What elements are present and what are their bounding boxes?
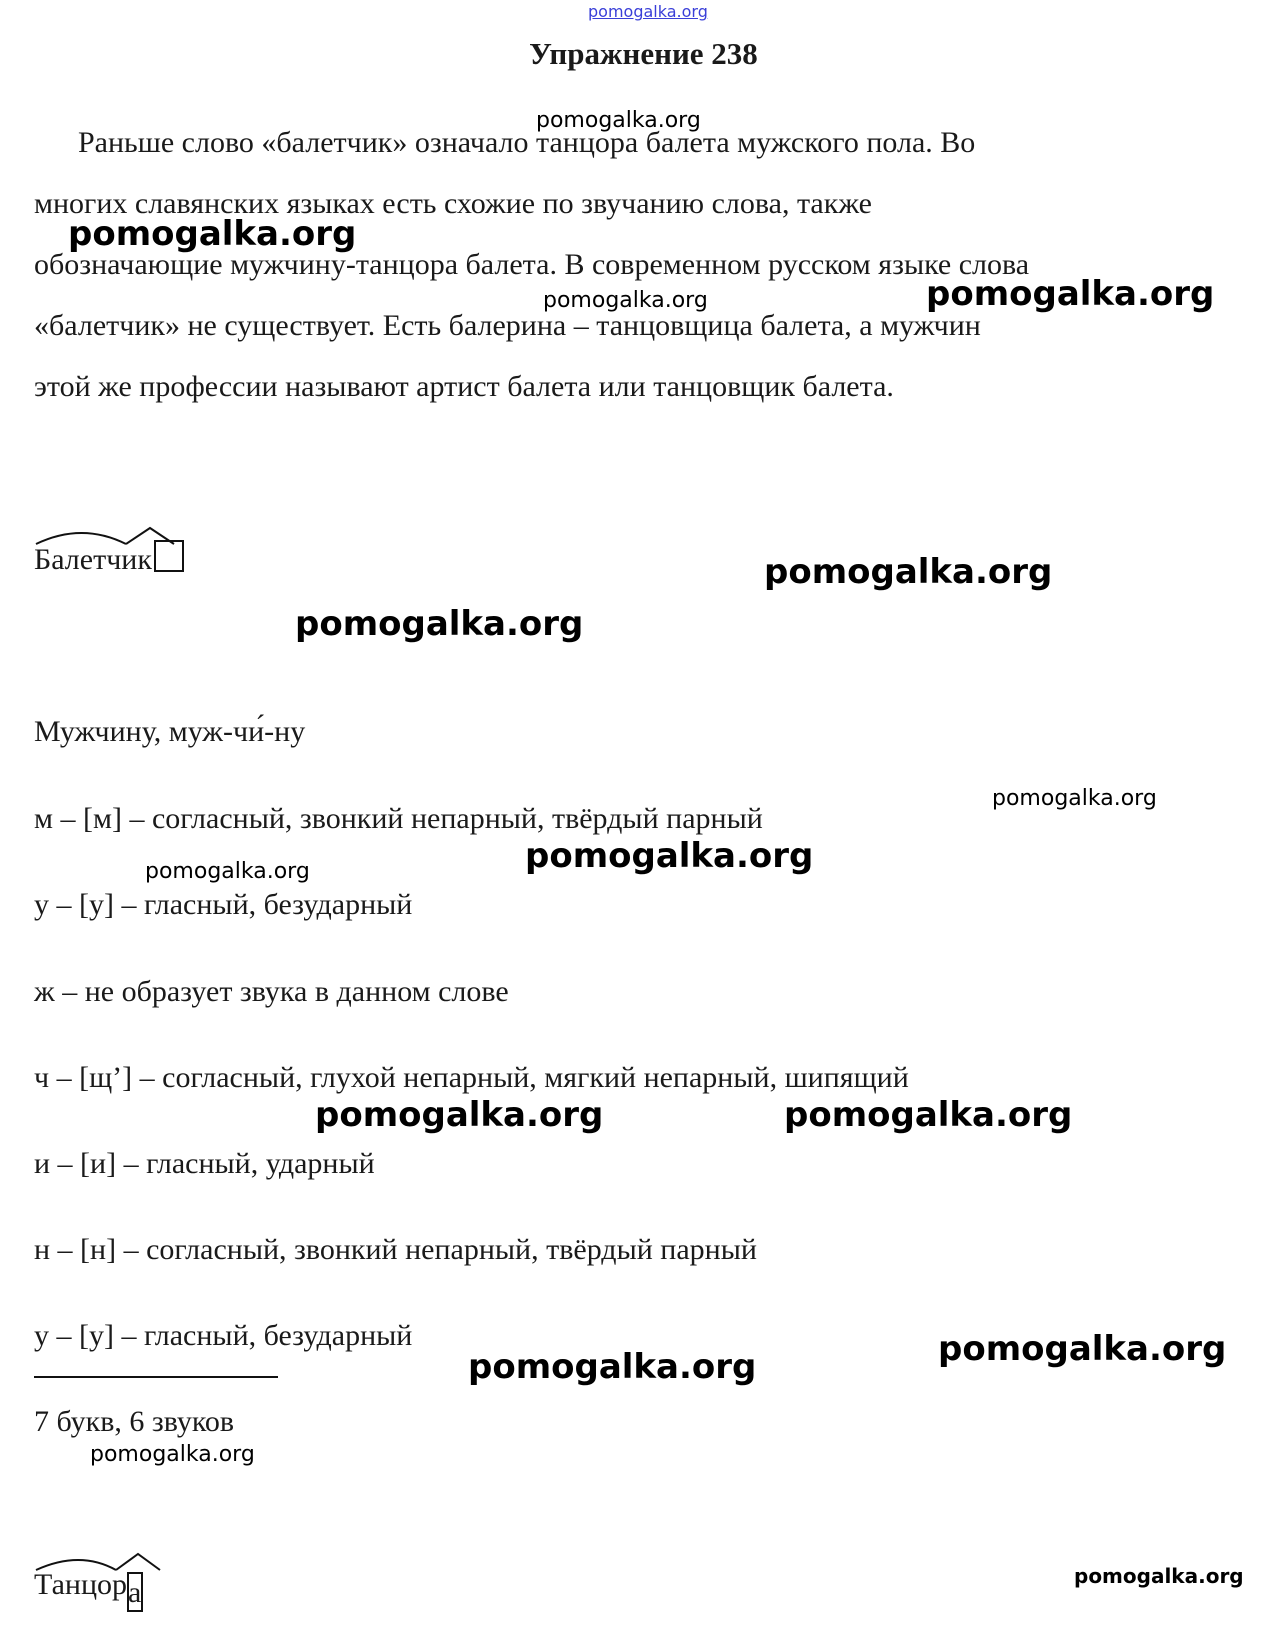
paragraph-line-5: этой же профессии называют артист балета или танцовщик балета.	[34, 370, 894, 403]
watermark: pomogalka.org	[926, 274, 1215, 314]
watermark: pomogalka.org	[992, 786, 1157, 811]
morpheme-stem: Танцор	[34, 1568, 128, 1601]
root-arc	[36, 533, 126, 544]
morpheme-stem: Балетчик	[34, 543, 152, 576]
analysis-line: и – [и] – гласный, ударный	[34, 1147, 375, 1180]
watermark: pomogalka.org	[68, 214, 357, 254]
watermark: pomogalka.org	[525, 836, 814, 876]
watermark: pomogalka.org	[295, 604, 584, 644]
watermark: pomogalka.org	[90, 1442, 255, 1467]
analysis-summary: 7 букв, 6 звуков	[34, 1405, 235, 1438]
divider-line	[34, 1376, 278, 1378]
watermark: pomogalka.org	[315, 1095, 604, 1135]
watermark: pomogalka.org	[468, 1347, 757, 1387]
watermark-top[interactable]: pomogalka.org	[588, 2, 708, 21]
analysis-line: ч – [щ’] – согласный, глухой непарный, мягкий непарный, шипящий	[34, 1061, 909, 1094]
morpheme-word-tancora	[34, 1568, 143, 1612]
watermark: pomogalka.org	[784, 1095, 1073, 1135]
morpheme-ending: а	[128, 1576, 142, 1609]
analysis-line: м – [м] – согласный, звонкий непарный, твёрдый парный	[34, 802, 763, 835]
analysis-line: н – [н] – согласный, звонкий непарный, твёрдый парный	[34, 1233, 757, 1266]
ending-box	[127, 1572, 143, 1612]
watermark: pomogalka.org	[536, 108, 701, 133]
watermark: pomogalka.org	[1074, 1564, 1244, 1588]
analysis-line: ж – не образует звука в данном слове	[34, 975, 509, 1008]
watermark: pomogalka.org	[543, 288, 708, 313]
analysis-line: у – [у] – гласный, безударный	[34, 1319, 413, 1352]
exercise-title: Упражнение 238	[529, 36, 758, 71]
watermark: pomogalka.org	[938, 1329, 1227, 1369]
watermark: pomogalka.org	[764, 552, 1053, 592]
suffix-mark	[126, 528, 174, 544]
paragraph-line-2: многих славянских языках есть схожие по звучанию слова, также	[34, 187, 872, 220]
paragraph-line-1: Раньше слово «балетчик» означало танцора балета мужского пола. Во	[78, 126, 976, 159]
watermark: pomogalka.org	[145, 859, 310, 884]
paragraph-line-3: обозначающие мужчину-танцора балета. В современном русском языке слова	[34, 248, 1030, 281]
paragraph-line-4: «балетчик» не существует. Есть балерина – танцовщица балета, а мужчин	[34, 309, 981, 342]
analysis-word: Мужчину, муж-чи́-ну	[34, 715, 306, 748]
analysis-line: у – [у] – гласный, безударный	[34, 888, 413, 921]
